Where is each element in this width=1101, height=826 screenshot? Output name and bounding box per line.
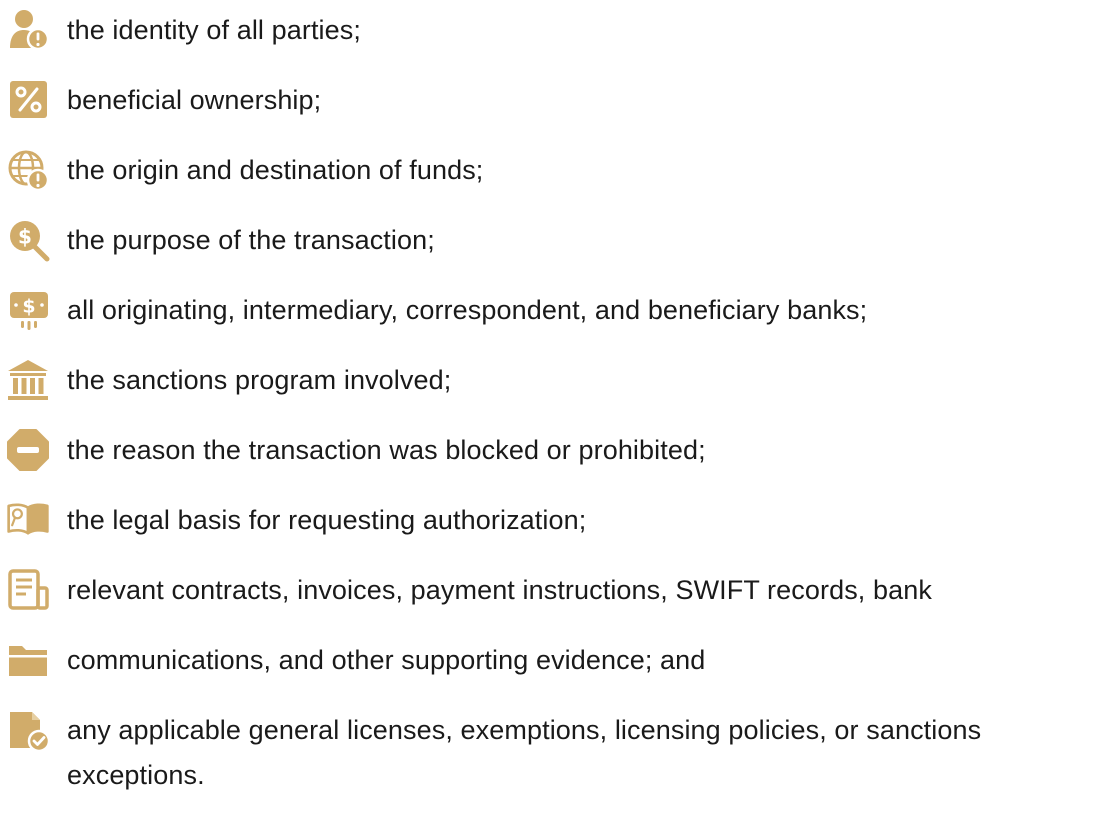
verified-document-icon (6, 708, 50, 752)
bank-building-icon (6, 358, 50, 402)
folder-icon (6, 638, 50, 682)
money-transfer-icon (6, 288, 50, 332)
svg-text:$: $ (22, 295, 36, 318)
globe-alert-icon (6, 148, 50, 192)
person-alert-icon (6, 8, 50, 52)
document-icon (6, 568, 50, 612)
open-book-icon (6, 498, 50, 542)
svg-text:$: $ (18, 224, 32, 249)
dollar-search-icon (6, 218, 50, 262)
stop-sign-icon (6, 428, 50, 472)
percent-icon (6, 78, 50, 122)
